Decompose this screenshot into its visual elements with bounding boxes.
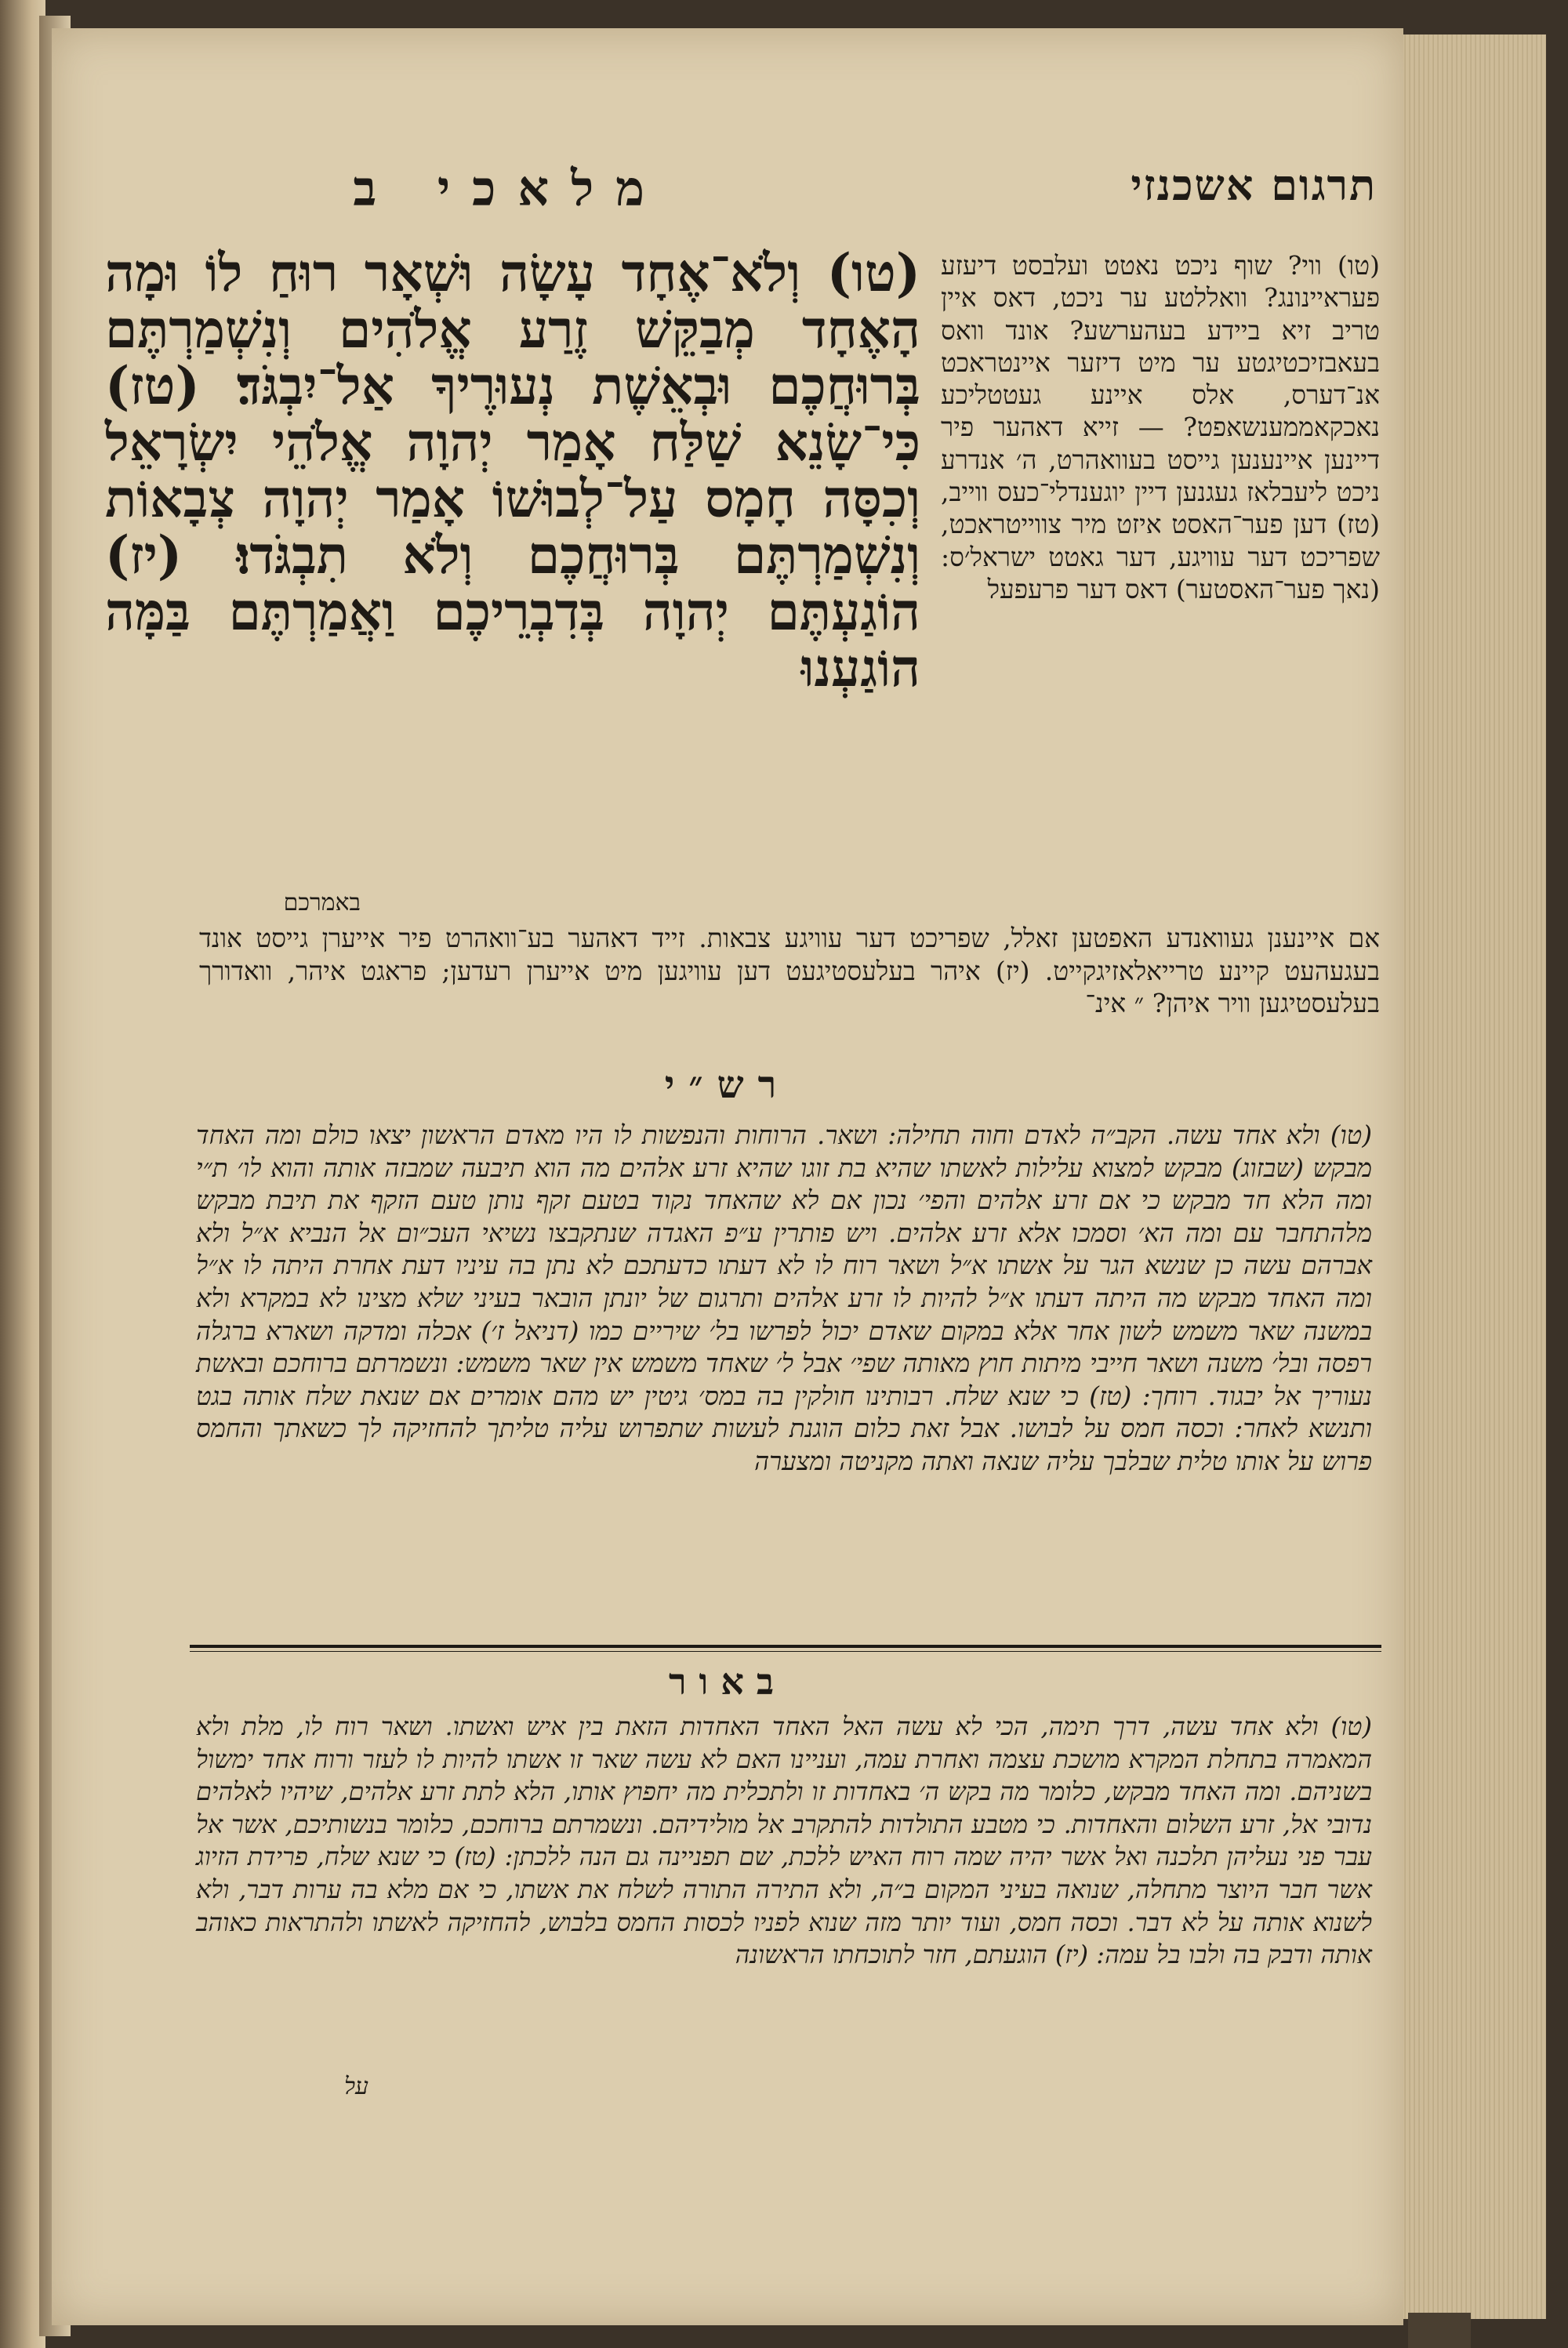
biur-catchword: על (343, 2073, 368, 2100)
section-divider (190, 1645, 1381, 1648)
running-head-book: מלאכי ב (353, 160, 666, 217)
rashi-heading: רש״י (664, 1063, 791, 1107)
biur-commentary: (טו) ולא אחד עשה, דרך תימה, הכי לא עשה האל האחד האחדות הזאת בין איש ואשתו. ושאר רוח לו, מלת ולא המאמרה בתחלת המקרא מושכת עצמה ואחרת עמה, ועניינו האם לא עשה שאר זו אשתו להיות לו לעזר ורוח אחד ימשול בשניהם. ומה האחד מבקש, כלומר מה בקש ה׳ באחדות זו ולתכלית מה יחפוץ אותו, הלא לתת זרע אלהים, שיהיו לאלהים נדובי אל, זרע השלום והאחדות. כי מטבע התולדות להתקרב אל מולידיהם. ונשמרתם ברוחכם, כלומר בנשותיכם, אשר אל עבר פני נעליהן תלכנה ואל אשר יהיה שמה רוח האיש ללכת, שם תפניינה גם הנה ללכתן: (טז) כי שנא שלח, פרידת הזיוג אשר חבר היוצר מתחלה, שנואה בעיני המקום ב״ה, ולא התירה התורה לשלח את אשתו, כי אם מלא בה ערות דבר, ולא לשנוא אותה על לא דבר. וכסה חמס, ועוד יותר מזה שנוא לפניו לכסות החמס בלבוש, להחזיקה לאשתו ולהתראות כאוהב אותה ודבק בה ולבו בל עמה: (יז) הוגעתם, חזר לתוכחתו הראשונה (196, 1711, 1373, 1970)
targum-continuation: אם איינענן געוואנדע האפטען זאלל, שפריכט דער עוויגע צבאות. זייד דאהער בע־וואהרט פיר אייערן גייסט אונד בעגעהעט קיינע טרייאלאזיגקייט. (יז) איהר בעלעסטיגעט דען עוויגען מיט אייערן רעדען; פראגט איהר, וואדורך בעלעסטיגען וויר איהן? ״ אינ־ (199, 923, 1380, 1018)
biur-heading: באור (668, 1660, 787, 1703)
rashi-commentary: (טו) ולא אחד עשה. הקב״ה לאדם וחוה תחילה: ושאר. הרוחות והנפשות לו היו מאדם הראשון יצאו כולם ומה האחד מבקש (שבזוג) מבקש למצוא עלילות לאשתו שהיא בת זוגו שהיא זרע אלהים מה הוא תיבעה שמבזה אותה והוא לו׳ ת״י ומה הלא חד מבקש כי אם זרע אלהים והפי׳ נכון אם לא שהאחד נקוד בטעם זקף נותן טעם הזקף את תיבת מבקש מלהתחבר עם ומה הא׳ וסמכו אלא זרע אלהים. ויש פותרין ע״פ האגדה שנתקבצו נשיאי העכ״ום אל הנביא א״ל ולא אברהם עשה כן שנשא הגר על אשתו א״ל ושאר רוח לו לא דעתו כדעתכם לא נתן בה עיניו דעת אחרת היתה לו א״ל ומה האחד מבקש מה היתה דעתו א״ל להיות לו זרע אלהים ותרגום של יונתן הובאר בעיני שלא מצינו לא במקרא ולא במשנה שאר משמש לשון אחר אלא במקום שאדם יכול לפרשו בל׳ שיריים כמו (דניאל ז׳) אכלה ומדקה ושארא ברגלה רפסה ובל׳ משנה ושאר חייבי מיתות חוץ מאותה שפי׳ אבל ל׳ שאחד משמש אין שאר משמש: ונשמרתם ברוחכם ובאשת נעוריך אל יבגוד. רוחך: (טז) כי שנא שלח. רבותינו חולקין בה במס׳ גיטין יש מהם אומרים אם שנאת שלח אותה בגט ותנשא לאחר: וכסה חמס על לבושו. אבל זאת כלום הוגנת לעשות שתפרוש עליה טליתך להחזיקה לך כשאתך והחמס פרוש על אותו טלית שבלבך עליה שנאה ואתה מקניטה ומצערה (196, 1120, 1372, 1476)
bible-catchword: באמרכם (283, 889, 361, 916)
section-divider-thin (190, 1651, 1381, 1652)
page-content (52, 28, 1403, 2325)
bible-text: (טו) וְלֹא־אֶחָד עָשָׂה וּשְׁאָר רוּחַ לוֹ וּמָה הָאֶחָד מְבַקֵּשׁ זֶרַע אֱלֹהִים וְנִשְׁמַרְתֶּם בְּרוּחֲכֶם וּבְאֵשֶׁת נְעוּרֶיךָ אַל־יִבְגֹּד׃ (טז) כִּי־שָׂנֵא שַׁלַּח אָמַר יְהוָה אֱלֹהֵי יִשְׂרָאֵל וְכִסָּה חָמָס עַל־לְבוּשׁוֹ אָמַר יְהוָה צְבָאוֹת וְנִשְׁמַרְתֶּם בְּרוּחֲכֶם וְלֹא תִבְגֹּדוּ׃ (יז) הוֹגַעְתֶּם יְהוָה בְּדִבְרֵיכֶם וַאֲמַרְתֶּם בַּמָּה הוֹגַעְנוּ (105, 242, 920, 699)
running-head-targum: תרגום אשכנזי (1131, 160, 1377, 210)
binding-tab (1408, 2313, 1471, 2348)
page-stack-edge (1396, 34, 1546, 2319)
targum-column: (טו) ווי? שוף ניכט נאטט ועלבסט דיעזע פעראיינונג? וואללטע ער ניכט, דאס איין טריב זיא ביידע בעהערשע? אונד וואס בעאבזיכטיגטע ער מיט דיזער איינטראכט אנ־דערס, אלס איינע געטטליכע נאכקאממענשאפט? — זייא דאהער פיר דיינען איינענען גייסט בעוואהרט, ה׳ אנדרע ניכט ליעבלאז געגנען דיין יוגענדלי־כעס ווייב, (טז) דען פער־האסט איזט מיר צווייטראכט, שפריכט דער עוויגע, דער גאטט ישראל׳ס: (נאך פער־האסטער) דאס דער פרעפעל (941, 250, 1380, 604)
